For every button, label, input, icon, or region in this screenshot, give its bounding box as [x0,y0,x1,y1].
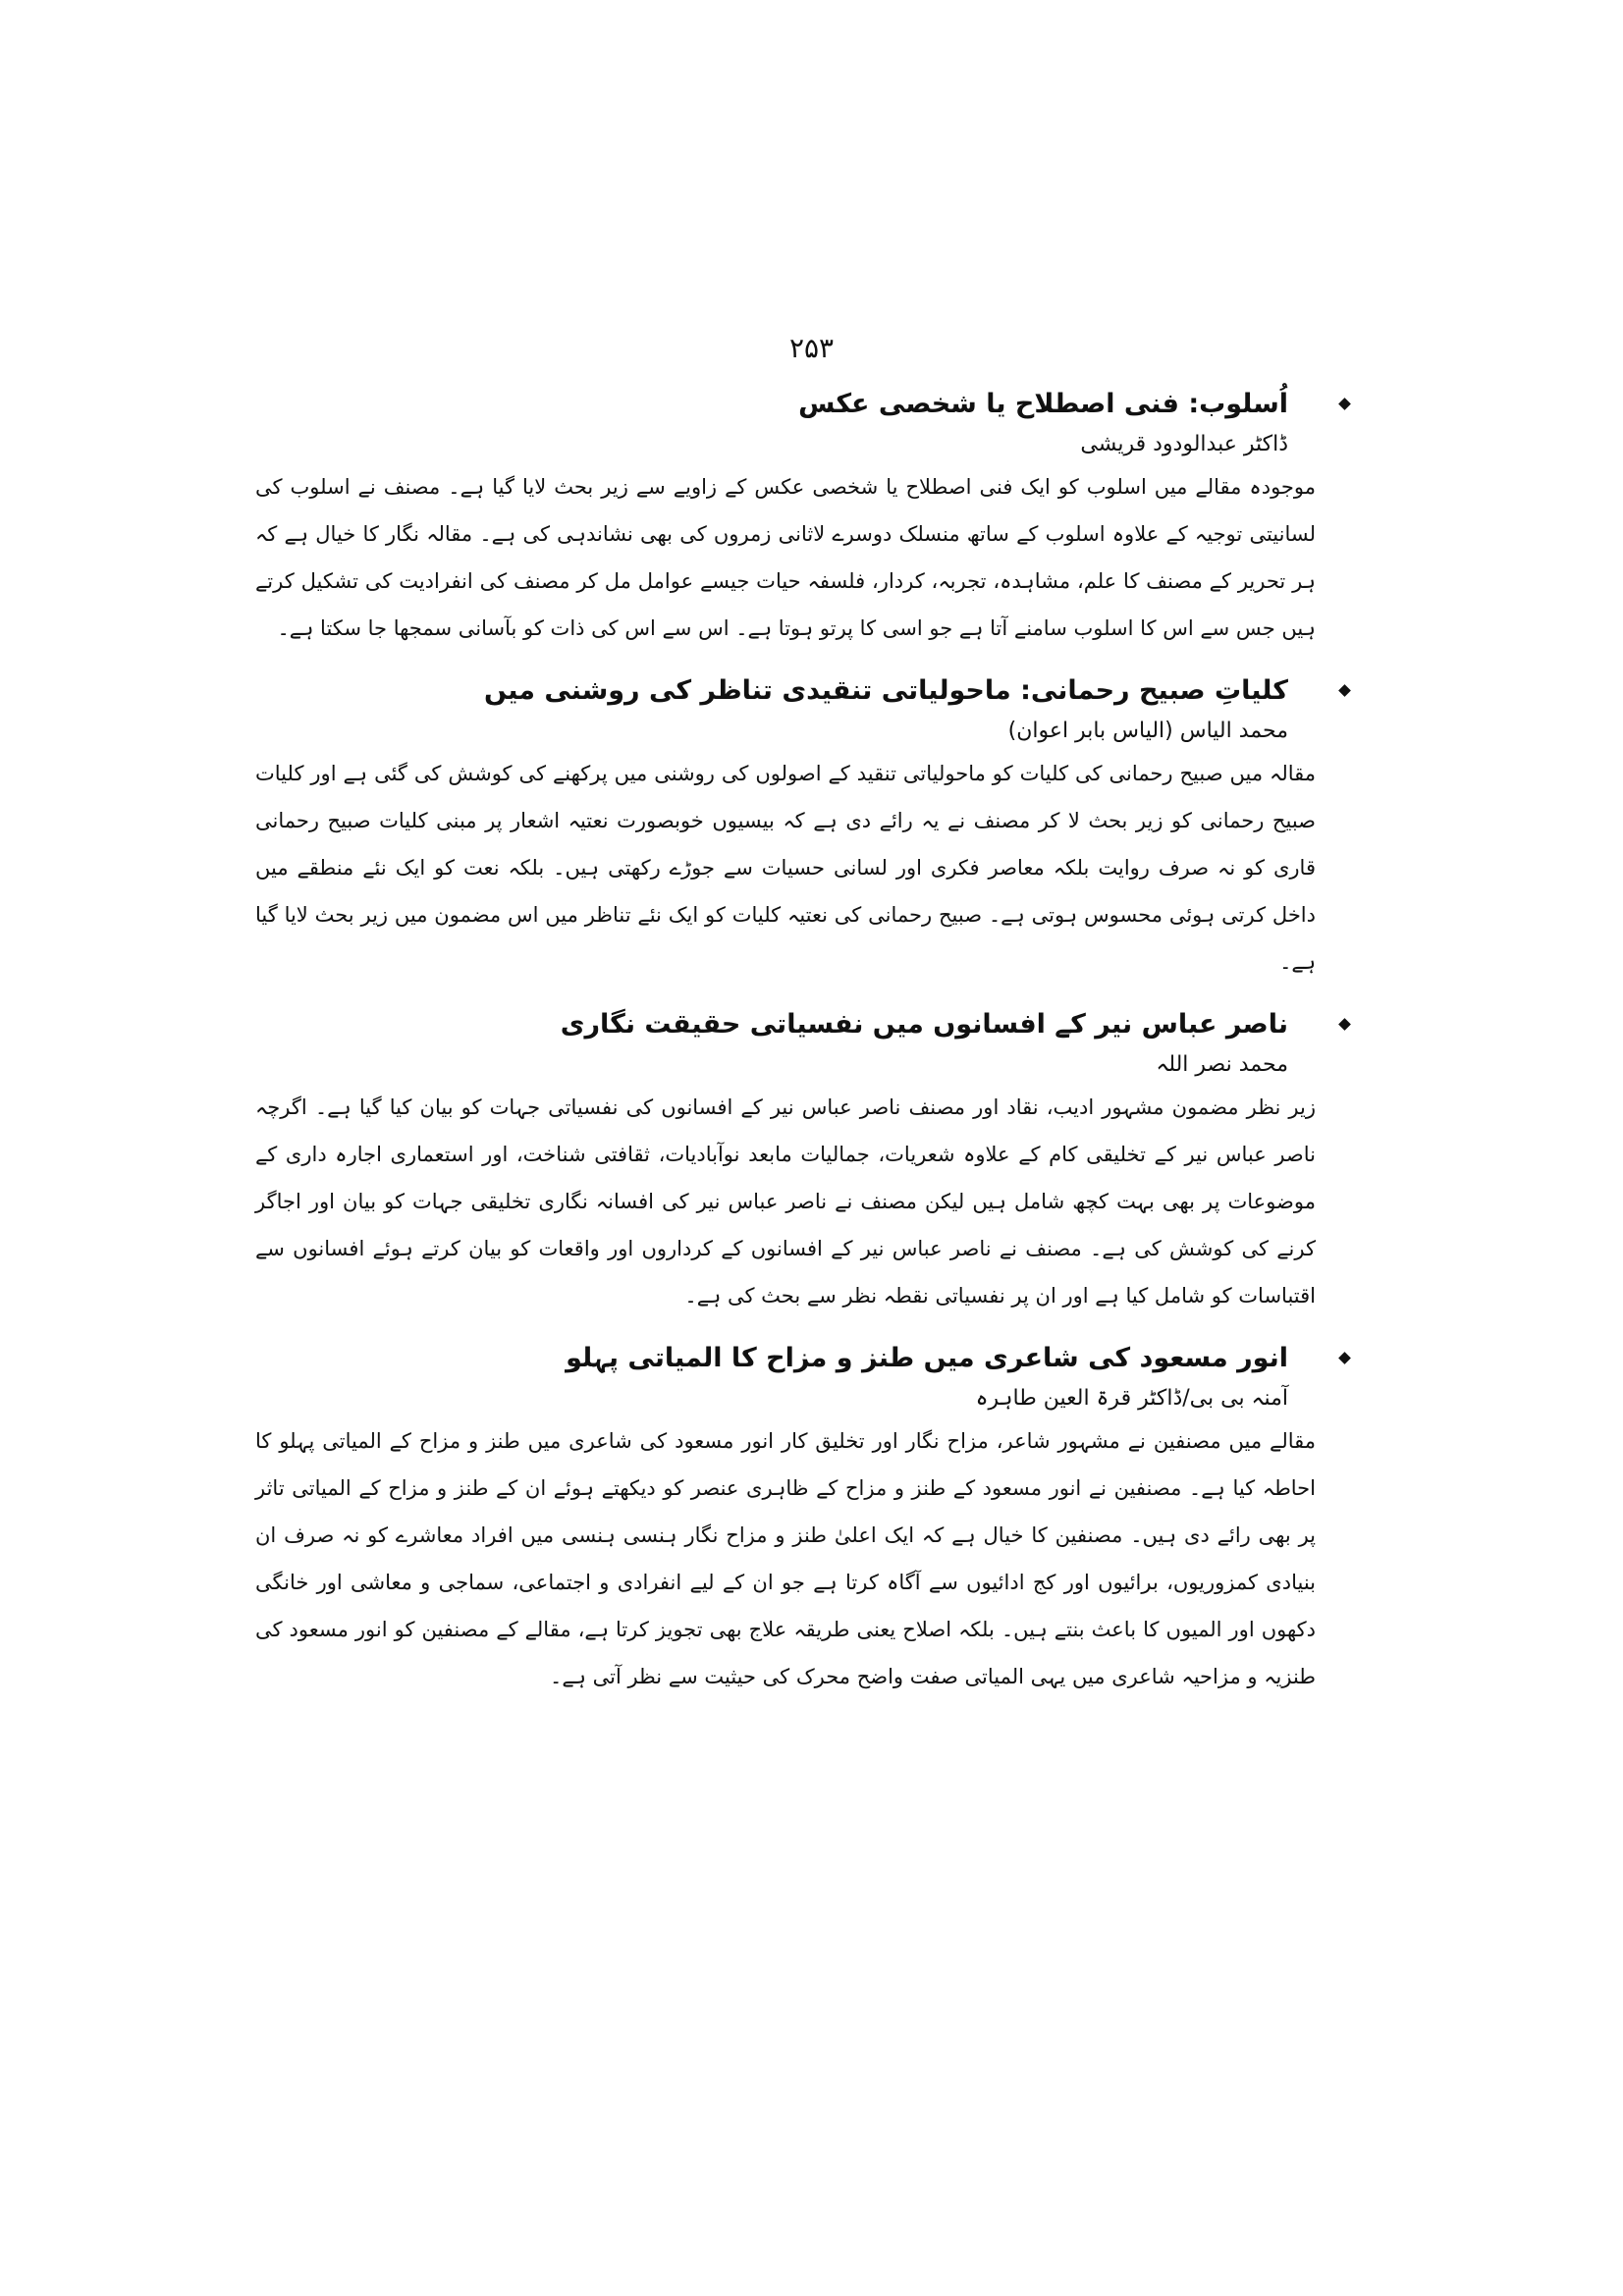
entry-title [255,1003,1316,1046]
entry-author: آمنہ بی بی/ڈاکٹر قرۃ العین طاہرہ [975,1386,1288,1411]
entry-body: موجودہ مقالے میں اسلوب کو ایک فنی اصطلاح یا شخصی عکس کے زاویے سے زیر بحث لایا گیا ہے۔ مصنف نے اسلوب کی لسانیتی توجیہ کے علاوہ اسلوب کے ساتھ منسلک دوسرے لاثانی زمروں کی بھی نشاندہی کی ہے۔ مقالہ نگار کا خیال ہے کہ ہر تحریر کے مصنف کا علم، مشاہدہ، تجربہ، کردار، فلسفہ حیات جیسے عوامل مل کر مصنف کی انفرادیت کی تشکیل کرتے ہیں جس سے اس کا اسلوب سامنے آتا ہے جو اسی کا پرتو ہوتا ہے۔ اس سے اس کی ذات کو بآسانی سمجھا جا سکتا ہے۔ [255,475,1316,640]
bullet-icon [1338,684,1351,697]
entry-title-text: کلیاتِ صبیح رحمانی: ماحولیاتی تنقیدی تناظر کی روشنی میں [483,675,1288,706]
bullet-icon [1338,398,1351,410]
page-number: ۲۵۳ [788,332,835,364]
entry-title [255,669,1316,713]
bullet-icon [1338,1018,1351,1031]
abstracts-list [255,383,1316,1714]
entry-author: محمد نصر اللہ [1156,1052,1288,1077]
entry-body: مقالہ میں صبیح رحمانی کی کلیات کو ماحولیاتی تنقید کے اصولوں کی روشنی میں پرکھنے کی کوشش کی گئی ہے اور کلیات صبیح رحمانی کو زیر بحث لا کر مصنف نے یہ رائے دی ہے کہ بیسیوں خوبصورت نعتیہ اشعار پر مبنی کلیات صبیح رحمانی قاری کو نہ صرف روایت بلکہ معاصر فکری اور لسانی حسیات سے جوڑے رکھتی ہیں۔ بلکہ نعت کو ایک نئے منطقے میں داخل کرتی ہوئی محسوس ہوتی ہے۔ صبیح رحمانی کی نعتیہ کلیات کو ایک نئے تناظر میں اس مضمون میں زیر بحث لایا گیا ہے۔ [255,762,1316,974]
entry-author: ڈاکٹر عبدالودود قریشی [1080,432,1288,456]
entry-title-text: اُسلوب: فنی اصطلاح یا شخصی عکس [798,389,1288,419]
entry-body: زیر نظر مضمون مشہور ادیب، نقاد اور مصنف ناصر عباس نیر کے افسانوں کی نفسیاتی جہات کو بیان کیا گیا ہے۔ اگرچہ ناصر عباس نیر کے تخلیقی کام کے علاوہ شعریات، جمالیات مابعد نوآبادیات، ثقافتی شناخت، اور استعماری اجارہ داری کے موضوعات پر بھی بہت کچھ شامل ہیں لیکن مصنف نے ناصر عباس نیر کی افسانہ نگاری تخلیقی جہات کو بیان اور اجاگر کرنے کی کوشش کی ہے۔ مصنف نے ناصر عباس نیر کے افسانوں کے کرداروں اور واقعات کو بیان کرتے ہوئے افسانوں سے اقتباسات کو شامل کیا ہے اور ان پر نفسیاتی نقطہ نظر سے بحث کی ہے۔ [255,1095,1316,1308]
entry-title [255,1337,1316,1380]
entry-body: مقالے میں مصنفین نے مشہور شاعر، مزاح نگار اور تخلیق کار انور مسعود کی شاعری میں طنز و مزاح کے المیاتی پہلو کا احاطہ کیا ہے۔ مصنفین نے انور مسعود کے طنز و مزاح کے ظاہری عنصر کو دیکھتے ہوئے ان کے طنز و مزاح کے المیاتی تاثر پر بھی رائے دی ہیں۔ مصنفین کا خیال ہے کہ ایک اعلیٰ طنز و مزاح نگار ہنسی ہنسی میں افراد معاشرے کو نہ صرف ان بنیادی کمزوریوں، برائیوں اور کج ادائیوں سے آگاہ کرتا ہے جو ان کے لیے انفرادی و اجتماعی، سماجی و معاشی اور خانگی دکھوں اور المیوں کا باعث بنتے ہیں۔ بلکہ اصلاح یعنی طریقہ علاج بھی تجویز کرتا ہے، مقالے کے مصنفین کو انور مسعود کی طنزیہ و مزاحیہ شاعری میں یہی المیاتی صفت واضح محرک کی حیثیت سے نظر آتی ہے۔ [255,1429,1316,1688]
abstract-entry [255,1337,1316,1700]
entry-title-text: انور مسعود کی شاعری میں طنز و مزاح کا المیاتی پہلو [566,1343,1288,1373]
entry-author: محمد الیاس (الیاس بابر اعوان) [1007,719,1288,743]
abstract-entry [255,1003,1316,1319]
entry-title [255,383,1316,426]
entry-title-text: ناصر عباس نیر کے افسانوں میں نفسیاتی حقیقت نگاری [560,1009,1288,1040]
bullet-icon [1338,1352,1351,1364]
abstract-entry [255,383,1316,652]
abstract-entry [255,669,1316,986]
